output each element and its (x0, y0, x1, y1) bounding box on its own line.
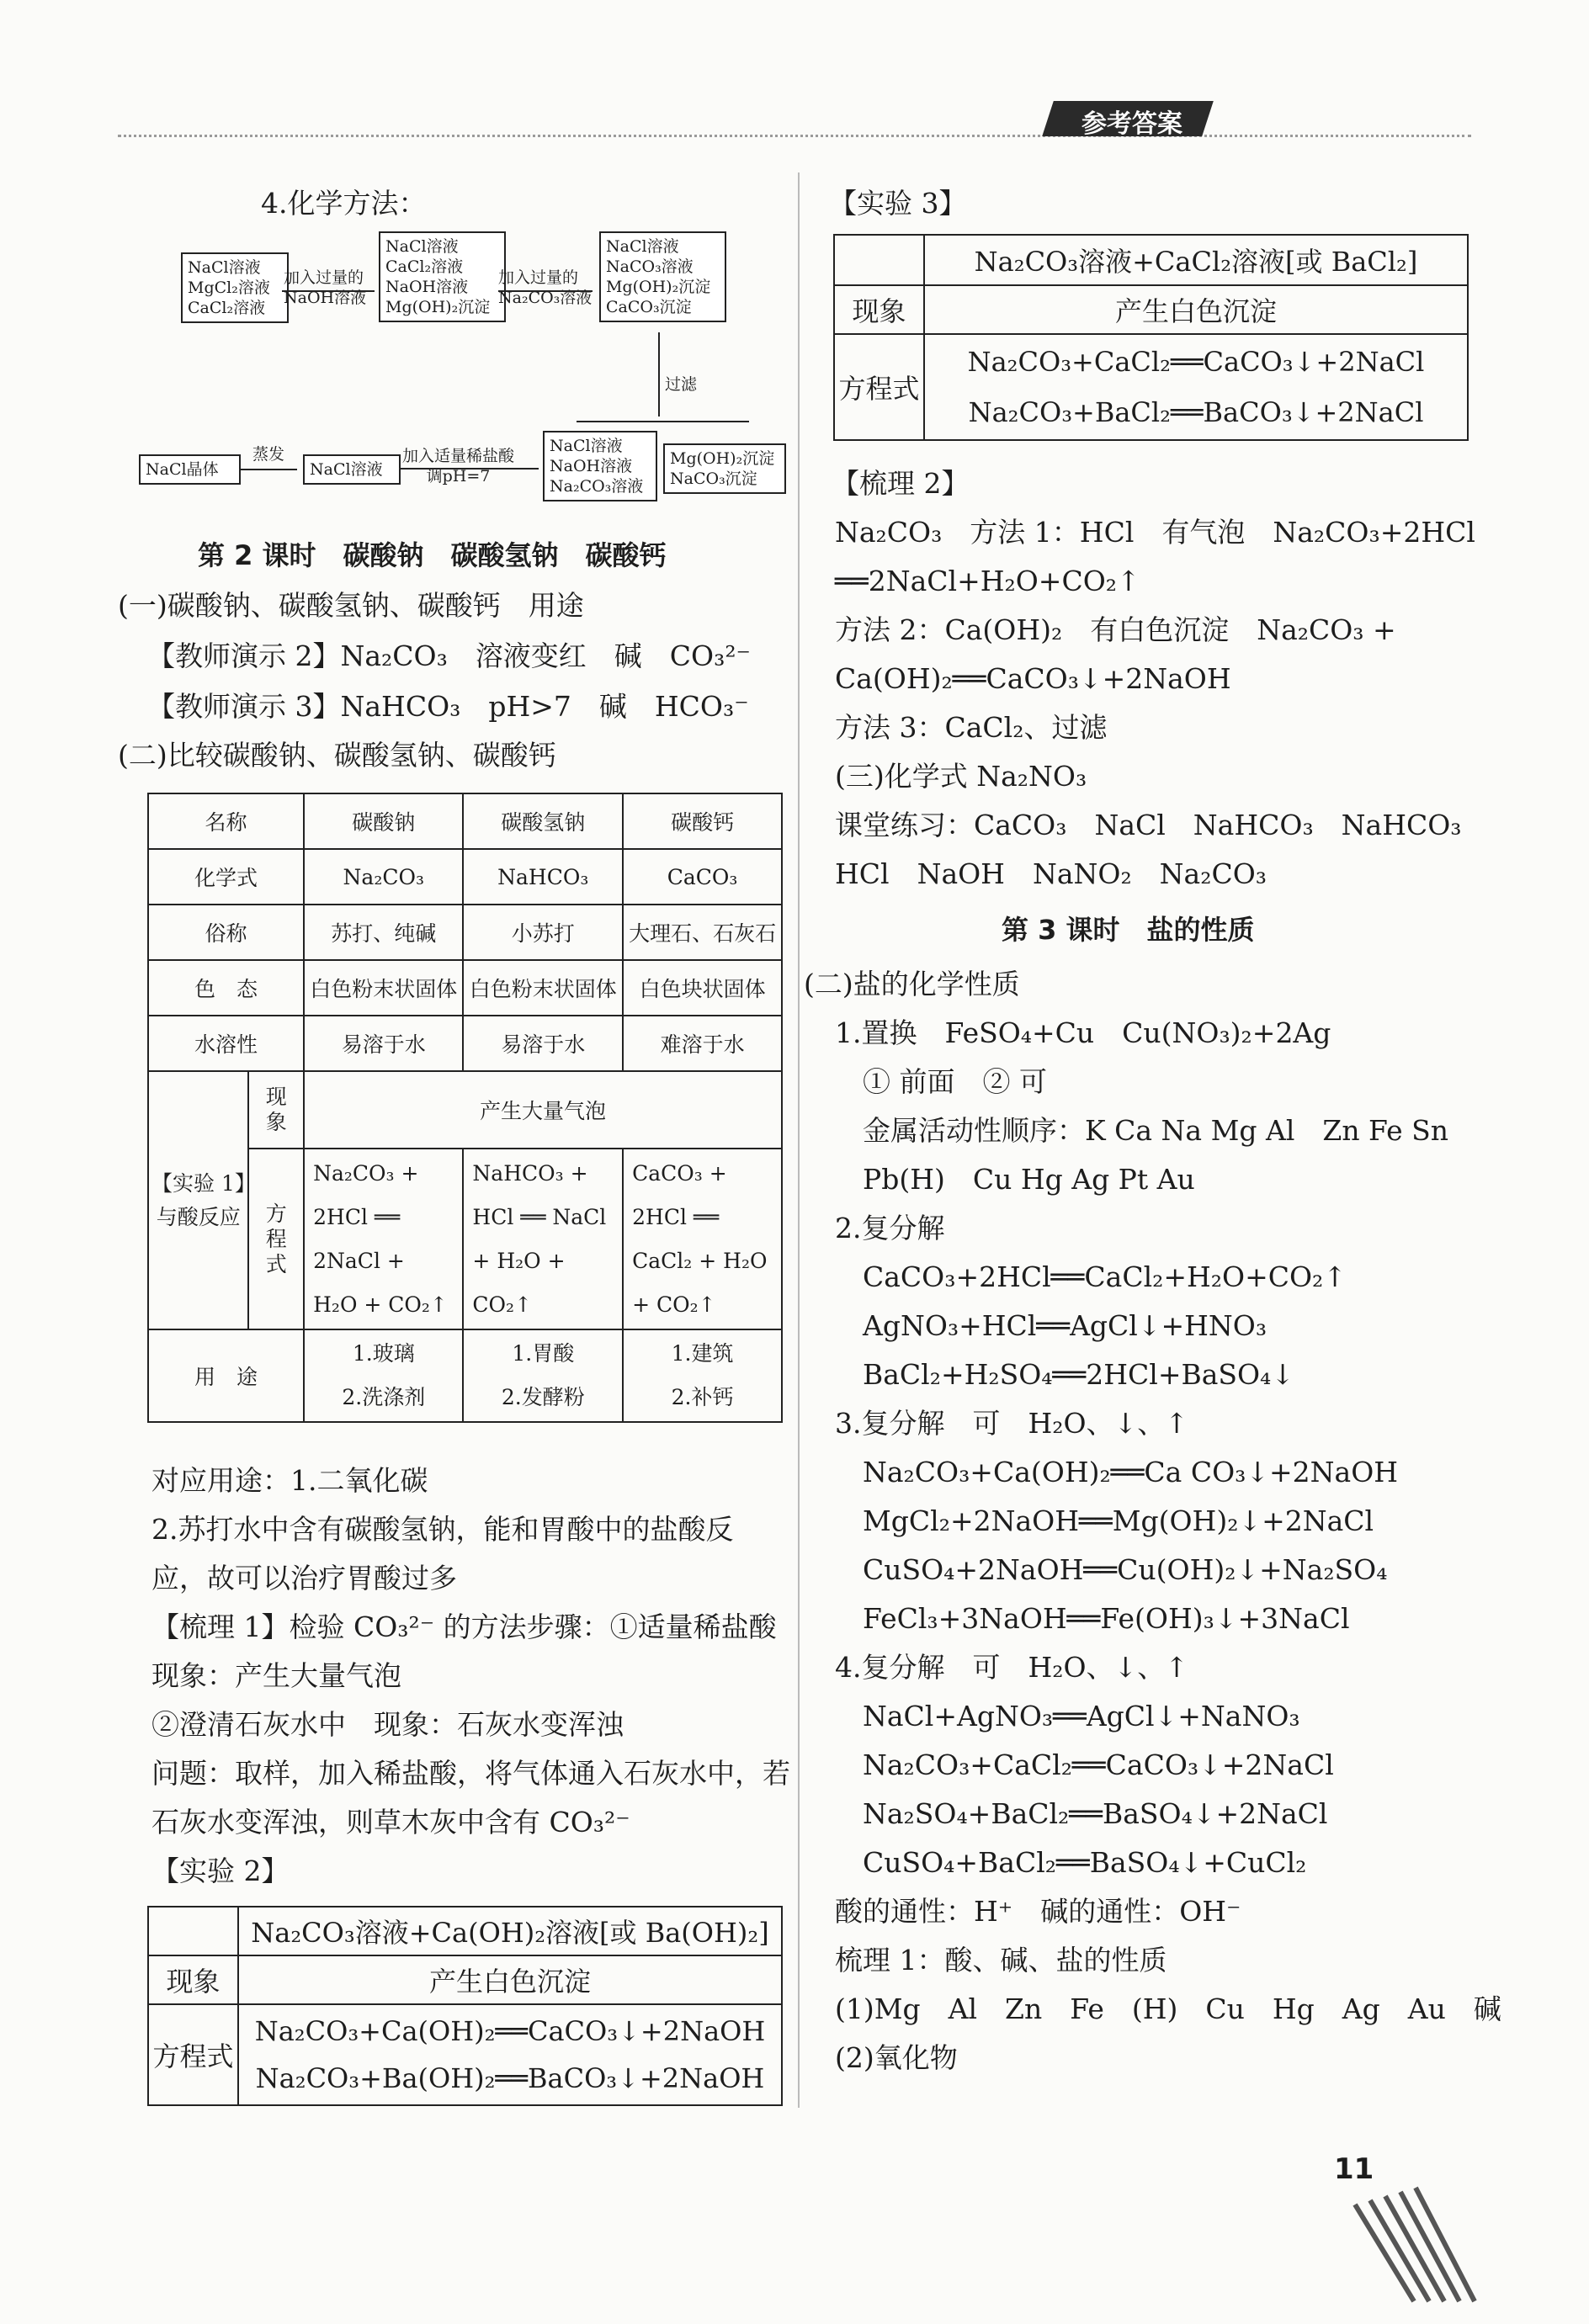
left-line-a3: (二)比较碳酸钠、碳酸氢钠、碳酸钙 (118, 739, 556, 772)
eq-col3: CaCO₃ + 2HCl ══ CaCl₂ + H₂O + CO₂↑ (623, 1149, 782, 1329)
left-line-b7: 石灰水变浑浊，则草木灰中含有 CO₃²⁻ (151, 1806, 630, 1839)
right-line-a0: 【梳理 2】 (832, 467, 970, 500)
exp2-eq: Na₂CO₃+Ca(OH)₂══CaCO₃↓+2NaOH Na₂CO₃+Ba(OH)₂══BaCO₃↓+2NaOH (238, 2004, 782, 2105)
flow-box-1: NaCl溶液 MgCl₂溶液 CaCl₂溶液 (181, 252, 289, 323)
eq-label: 方程式 (248, 1149, 304, 1329)
left-line-a1: 【教师演示 2】Na₂CO₃ 溶液变红 碱 CO₃²⁻ (147, 639, 751, 672)
flow-branch (577, 421, 749, 422)
right-line-b11: MgCl₂+2NaOH══Mg(OH)₂↓+2NaCl (863, 1504, 1374, 1537)
left-line-b4: 现象：产生大量气泡 (151, 1659, 401, 1692)
th-col1: 碳酸钠 (304, 793, 463, 849)
th-name: 名称 (148, 793, 304, 849)
right-line-b10: Na₂CO₃+Ca(OH)₂══Ca CO₃↓+2NaOH (863, 1456, 1399, 1488)
right-line-b12: CuSO₄+2NaOH══Cu(OH)₂↓+Na₂SO₄ (863, 1553, 1388, 1586)
flow-arrow-4-label: 蒸发 (252, 445, 285, 464)
th-col3: 碳酸钙 (623, 793, 782, 849)
right-line-b5: 2.复分解 (835, 1212, 945, 1244)
flow-arrow-1-label: 加入过量的 NaOH溶液 (284, 268, 367, 307)
right-line-b2: ① 前面 ② 可 (863, 1065, 1047, 1098)
right-line-b22: (2)氧化物 (835, 2041, 958, 2074)
flow-filter-label: 过滤 (665, 375, 698, 394)
left-line-b2: 应，故可以治疗胃酸过多 (151, 1562, 457, 1594)
right-line-b15: NaCl+AgNO₃══AgCl↓+NaNO₃ (863, 1700, 1300, 1732)
corner-stripes-icon (1347, 2154, 1481, 2305)
right-line-b8: BaCl₂+H₂SO₄══2HCl+BaSO₄↓ (863, 1358, 1294, 1391)
right-line-b16: Na₂CO₃+CaCl₂══CaCO₃↓+2NaCl (863, 1748, 1334, 1781)
table-row: 色 态 白色粉末状固体 白色粉末状固体 白色块状固体 (148, 960, 782, 1016)
exp2-phen-label: 现象 (148, 1955, 238, 2004)
flow-arrow-down (658, 332, 660, 417)
use-label: 用 途 (148, 1329, 304, 1422)
right-line-a6: (三)化学式 Na₂NO₃ (835, 760, 1087, 793)
left-line-b0: 对应用途：1.二氧化碳 (151, 1464, 428, 1497)
flow-arrow-2-label: 加入过量的 Na₂CO₃溶液 (498, 268, 593, 307)
phen-value: 产生大量气泡 (304, 1071, 782, 1149)
right-line-b4: Pb(H) Cu Hg Ag Pt Au (863, 1163, 1195, 1196)
use-col1: 1.玻璃 2.洗涤剂 (304, 1329, 463, 1422)
flow-arrow-2 (498, 290, 593, 292)
flow-arrow-1 (282, 290, 375, 292)
right-line-b6: CaCO₃+2HCl══CaCl₂+H₂O+CO₂↑ (863, 1260, 1347, 1293)
exp2-eq-label: 方程式 (148, 2004, 238, 2105)
exp2-header: Na₂CO₃溶液+Ca(OH)₂溶液[或 Ba(OH)₂] (238, 1907, 782, 1955)
right-line-b3: 金属活动性顺序：K Ca Na Mg Al Zn Fe Sn (863, 1114, 1449, 1147)
right-line-a4: Ca(OH)₂══CaCO₃↓+2NaOH (835, 662, 1231, 695)
header-tab-label: 参考答案 (1081, 109, 1182, 139)
right-line-b20: 梳理 1：酸、碱、盐的性质 (835, 1944, 1167, 1976)
exp2-phen-value: 产生白色沉淀 (238, 1955, 782, 2004)
method-heading: 4.化学方法： (261, 187, 427, 220)
table-row: 俗称 苏打、纯碱 小苏打 大理石、石灰石 (148, 905, 782, 960)
table-row: 化学式 Na₂CO₃ NaHCO₃ CaCO₃ (148, 849, 782, 905)
right-line-b17: Na₂SO₄+BaCl₂══BaSO₄↓+2NaCl (863, 1797, 1328, 1830)
exp3-header: Na₂CO₃溶液+CaCl₂溶液[或 BaCl₂] (924, 235, 1468, 285)
exp3-table (833, 234, 1469, 441)
right-line-a5: 方法 3：CaCl₂、过滤 (835, 711, 1108, 744)
lesson3-title: 第 3 课时 盐的性质 (1002, 914, 1255, 946)
use-col3: 1.建筑 2.补钙 (623, 1329, 782, 1422)
flow-box-2: NaCl溶液 CaCl₂溶液 NaOH溶液 Mg(OH)₂沉淀 (379, 231, 506, 322)
right-line-a8: HCl NaOH NaNO₂ Na₂CO₃ (835, 857, 1267, 890)
exp3-label: 【实验 3】 (829, 187, 967, 220)
exp3-phen-label: 现象 (834, 285, 924, 334)
th-col2: 碳酸氢钠 (463, 793, 623, 849)
right-line-a1: Na₂CO₃ 方法 1：HCl 有气泡 Na₂CO₃+2HCl (835, 516, 1475, 549)
column-divider (798, 172, 800, 2108)
right-line-b19: 酸的通性：H⁺ 碱的通性：OH⁻ (835, 1895, 1241, 1928)
lesson2-title: 第 2 课时 碳酸钠 碳酸氢钠 碳酸钙 (198, 539, 667, 571)
flow-box-7: NaCl晶体 (139, 454, 241, 485)
right-line-b14: 4.复分解 可 H₂O、↓、↑ (835, 1651, 1188, 1684)
exp2-table (147, 1906, 783, 2106)
right-line-b21: (1)Mg Al Zn Fe (H) Cu Hg Ag Au 碱 (835, 1992, 1501, 2025)
exp3-eq: Na₂CO₃+CaCl₂══CaCO₃↓+2NaCl Na₂CO₃+BaCl₂══BaCO₃↓+2NaCl (924, 334, 1468, 440)
exp1-label: 【实验 1】与酸反应 (148, 1071, 248, 1329)
flow-arrow-3-label: 加入适量稀盐酸 调pH=7 (402, 447, 515, 485)
right-line-b18: CuSO₄+BaCl₂══BaSO₄↓+CuCl₂ (863, 1846, 1307, 1879)
left-line-b1: 2.苏打水中含有碳酸氢钠，能和胃酸中的盐酸反 (151, 1513, 734, 1546)
flow-arrow-4 (238, 469, 297, 470)
eq-col2: NaHCO₃ + HCl ══ NaCl + H₂O + CO₂↑ (463, 1149, 623, 1329)
phen-label: 现象 (248, 1071, 304, 1149)
left-line-b8: 【实验 2】 (151, 1854, 290, 1887)
compare-table (147, 793, 783, 1423)
right-line-a7: 课堂练习：CaCO₃ NaCl NaHCO₃ NaHCO₃ (835, 809, 1462, 841)
page-number: 11 (1334, 2152, 1374, 2186)
header-dotted-line (118, 135, 1471, 137)
flow-box-4: NaCl溶液 NaOH溶液 Na₂CO₃溶液 (543, 431, 657, 501)
right-line-b7: AgNO₃+HCl══AgCl↓+HNO₃ (863, 1309, 1267, 1342)
left-line-b5: ②澄清石灰水中 现象：石灰水变浑浊 (151, 1708, 624, 1741)
right-line-a3: 方法 2：Ca(OH)₂ 有白色沉淀 Na₂CO₃ + (835, 613, 1396, 646)
flow-box-3: NaCl溶液 NaCO₃溶液 Mg(OH)₂沉淀 CaCO₃沉淀 (599, 231, 726, 322)
left-line-b6: 问题：取样，加入稀盐酸，将气体通入石灰水中，若 (151, 1757, 790, 1790)
flow-box-6: NaCl溶液 (303, 454, 401, 485)
left-line-a0: (一)碳酸钠、碳酸氢钠、碳酸钙 用途 (118, 589, 584, 622)
exp3-eq-label: 方程式 (834, 334, 924, 440)
right-line-b1: 1.置换 FeSO₄+Cu Cu(NO₃)₂+2Ag (835, 1016, 1331, 1049)
eq-col1: Na₂CO₃ + 2HCl ══ 2NaCl + H₂O + CO₂↑ (304, 1149, 463, 1329)
flow-box-5: Mg(OH)₂沉淀 NaCO₃沉淀 (663, 443, 786, 494)
right-line-b0: (二)盐的化学性质 (804, 968, 1020, 1000)
use-col2: 1.胃酸 2.发酵粉 (463, 1329, 623, 1422)
right-line-b9: 3.复分解 可 H₂O、↓、↑ (835, 1407, 1188, 1440)
right-line-b13: FeCl₃+3NaOH══Fe(OH)₃↓+3NaCl (863, 1602, 1350, 1635)
exp3-phen-value: 产生白色沉淀 (924, 285, 1468, 334)
left-line-a2: 【教师演示 3】NaHCO₃ pH>7 碱 HCO₃⁻ (147, 690, 749, 723)
left-line-b3: 【梳理 1】检验 CO₃²⁻ 的方法步骤：①适量稀盐酸 (151, 1610, 777, 1643)
flow-arrow-3 (396, 468, 539, 470)
table-row: 水溶性 易溶于水 易溶于水 难溶于水 (148, 1016, 782, 1071)
right-line-a2: ══2NaCl+H₂O+CO₂↑ (835, 565, 1140, 597)
